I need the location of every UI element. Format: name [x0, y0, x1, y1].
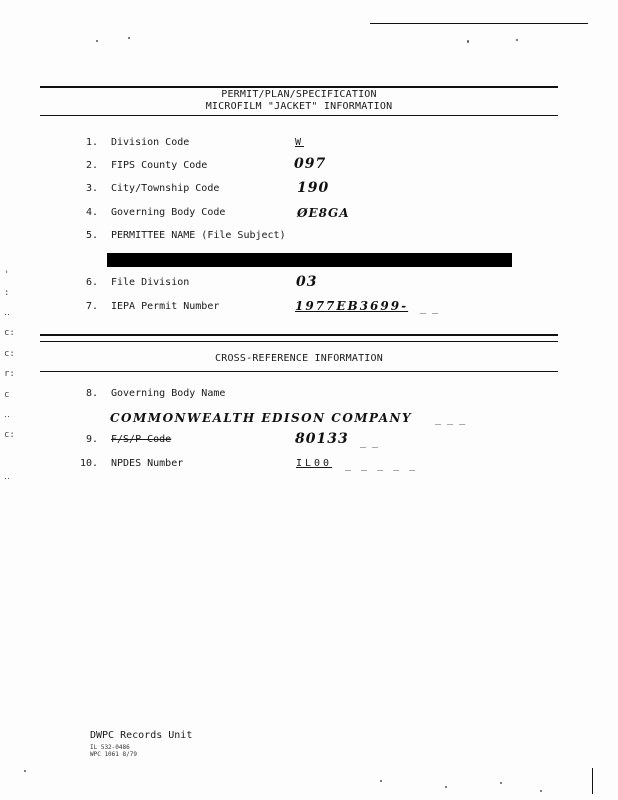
- permittee-name-label: PERMITTEE NAME (File Subject): [111, 230, 286, 241]
- item-number: 2.: [85, 160, 98, 171]
- item-number: 8.: [85, 388, 98, 399]
- cross-ref-rule-top: [40, 334, 558, 336]
- scan-speck: [467, 40, 469, 43]
- item-number: 5.: [85, 230, 98, 241]
- iepa-permit-number-value: 1977EB3699-: [295, 299, 409, 313]
- margin-scan-mark: ‥: [4, 472, 11, 482]
- item-number: 3.: [85, 183, 98, 194]
- governing-body-name-value: COMMONWEALTH EDISON COMPANY: [110, 411, 413, 425]
- item-number: 1.: [85, 137, 98, 148]
- division-code-value: W: [295, 137, 305, 148]
- governing-body-name-blank: _ _ _: [435, 414, 466, 425]
- scan-speck: [380, 780, 382, 782]
- margin-scan-mark: ': [4, 270, 10, 280]
- scan-speck: [128, 37, 130, 39]
- margin-scan-mark: :: [4, 288, 10, 298]
- top-scan-rule: [370, 23, 588, 24]
- fsp-code-blank: _ _: [360, 437, 379, 448]
- margin-scan-mark: c:: [4, 328, 15, 338]
- scan-speck: [540, 790, 542, 792]
- city-township-code-value: 190: [297, 180, 330, 196]
- item-number: 9.: [85, 434, 98, 445]
- permit-number-blank: _ _: [420, 303, 439, 314]
- scan-speck: [445, 786, 447, 788]
- margin-scan-mark: ‥: [4, 410, 11, 420]
- npdes-number-value: IL00: [296, 458, 333, 469]
- governing-body-name-label: Governing Body Name: [111, 388, 226, 399]
- cross-reference-title: CROSS-REFERENCE INFORMATION: [215, 353, 383, 364]
- records-unit-label: DWPC Records Unit: [90, 730, 193, 741]
- scan-speck: [96, 40, 98, 42]
- governing-body-code-label: Governing Body Code: [111, 207, 226, 218]
- margin-scan-mark: r:: [4, 369, 15, 379]
- margin-scan-mark: ‥: [4, 308, 11, 318]
- scan-speck: [24, 770, 26, 772]
- governing-body-code-value: ØE8GA: [297, 206, 350, 220]
- fsp-code-value: 80133: [295, 431, 349, 447]
- scan-speck: [500, 782, 502, 784]
- file-division-value: 03: [296, 274, 318, 290]
- cross-ref-rule-second: [40, 341, 558, 342]
- iepa-permit-number-label: IEPA Permit Number: [111, 301, 220, 312]
- item-number: 7.: [85, 301, 98, 312]
- header-rule: [40, 86, 558, 88]
- fips-county-code-value: 097: [294, 156, 327, 172]
- item-number: 10.: [79, 458, 98, 469]
- npdes-number-blank: _ _ _ _ _: [345, 460, 418, 471]
- division-code-label: Division Code: [111, 137, 190, 148]
- form-title-line1: PERMIT/PLAN/SPECIFICATION: [221, 89, 377, 100]
- form-number-line2: WPC 1061 8/79: [90, 751, 137, 758]
- margin-scan-mark: c: [4, 390, 10, 400]
- scan-edge-mark: [592, 768, 593, 794]
- title-underline: [40, 115, 558, 116]
- item-number: 6.: [85, 277, 98, 288]
- scan-speck: [516, 39, 518, 41]
- margin-scan-mark: c:: [4, 349, 15, 359]
- file-division-label: File Division: [111, 277, 190, 288]
- cross-ref-underline: [40, 371, 558, 372]
- redacted-permittee-name: [107, 253, 512, 267]
- form-title-line2: MICROFILM "JACKET" INFORMATION: [205, 101, 393, 112]
- item-number: 4.: [85, 207, 98, 218]
- npdes-number-label: NPDES Number: [111, 458, 184, 469]
- margin-scan-mark: c:: [4, 430, 15, 440]
- form-number-line1: IL 532-0486: [90, 744, 130, 751]
- city-township-code-label: City/Township Code: [111, 183, 220, 194]
- fips-county-code-label: FIPS County Code: [111, 160, 208, 171]
- fsp-code-label: F/S/P Code: [111, 434, 172, 445]
